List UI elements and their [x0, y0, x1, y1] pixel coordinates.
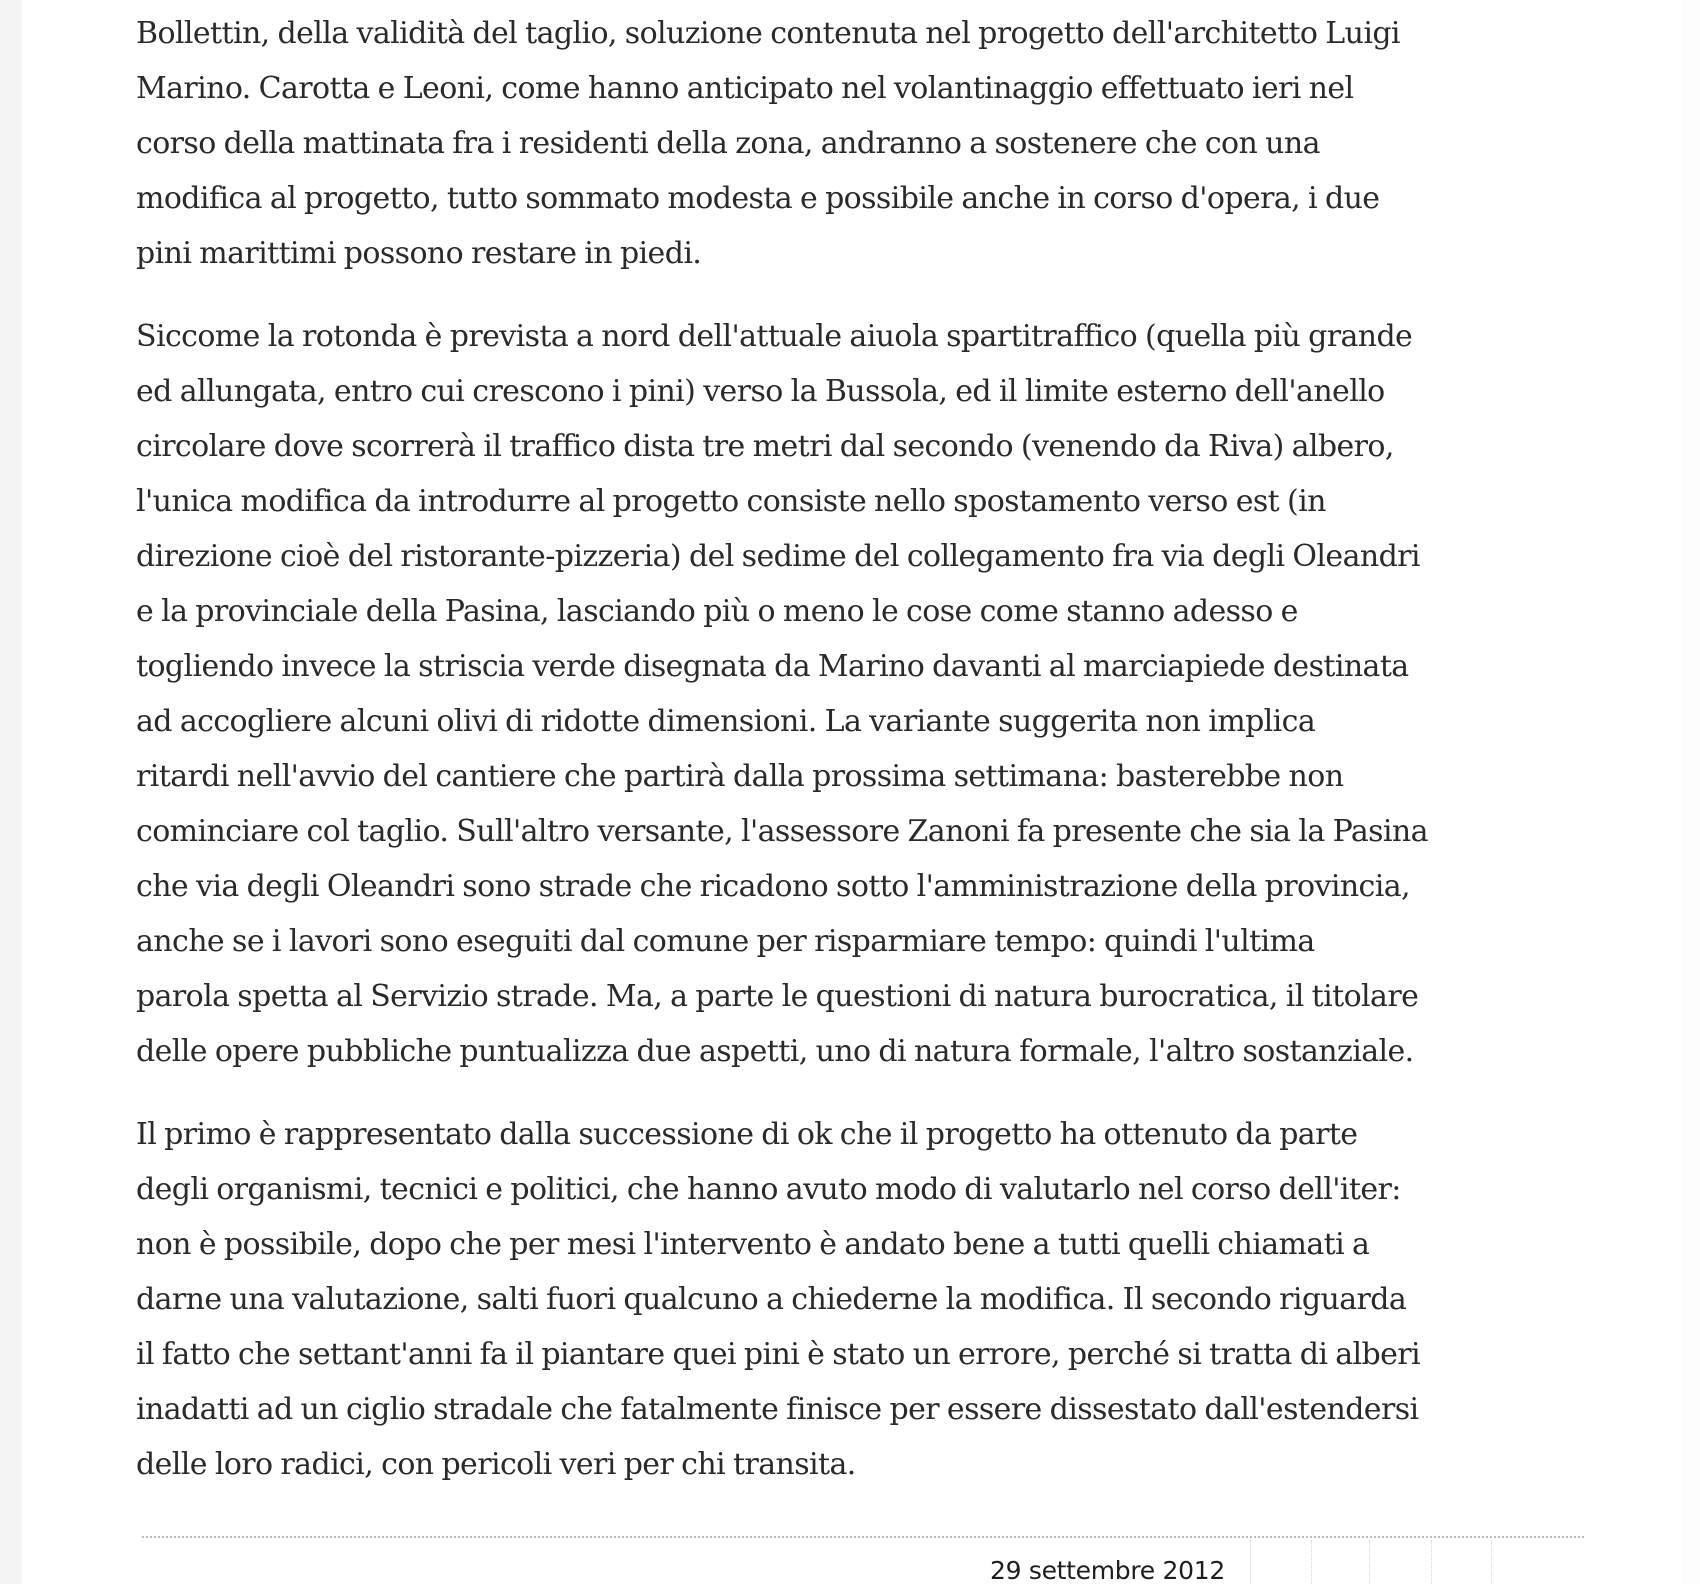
text-line: corso della mattinata fra i residenti della zona, andranno a sostenere che con una [136, 126, 1320, 161]
text-line: Marino. Carotta e Leoni, come hanno anticipato nel volantinaggio effettuato ieri nel [136, 71, 1354, 106]
text-line: inadatti ad un ciglio stradale che fatalmente finisce per essere dissestato dall'estendersi [136, 1392, 1419, 1427]
text-line: ed allungata, entro cui crescono i pini) verso la Bussola, ed il limite esterno dell'anello [136, 374, 1385, 409]
text-line: anche se i lavori sono eseguiti dal comune per risparmiare tempo: quindi l'ultima [136, 924, 1315, 959]
text-line: circolare dove scorrerà il traffico dista tre metri dal secondo (venendo da Riva) albero, [136, 429, 1394, 464]
text-line: Siccome la rotonda è prevista a nord dell'attuale aiuola spartitraffico (quella più grande [136, 319, 1413, 354]
text-line: parola spetta al Servizio strade. Ma, a parte le questioni di natura burocratica, il titolare [136, 979, 1419, 1014]
text-line: modifica al progetto, tutto sommato modesta e possibile anche in corso d'opera, i due [136, 181, 1380, 216]
text-line: Bollettin, della validità del taglio, soluzione contenuta nel progetto dell'architetto Luigi [136, 16, 1400, 51]
text-line: il fatto che settant'anni fa il piantare quei pini è stato un errore, perché si tratta di alberi [136, 1337, 1421, 1372]
text-line: direzione cioè del ristorante-pizzeria) del sedime del collegamento fra via degli Oleandri [136, 539, 1420, 574]
footer-grid-line [1250, 1540, 1251, 1584]
scan-margin [0, 0, 22, 1584]
text-line: ad accogliere alcuni olivi di ridotte dimensioni. La variante suggerita non implica [136, 704, 1316, 739]
text-line: delle opere pubbliche puntualizza due aspetti, uno di natura formale, l'altro sostanziale. [136, 1034, 1414, 1069]
article-body [136, 6, 1586, 1492]
paragraph-3 [136, 1107, 1586, 1492]
footer-grid-line [1369, 1540, 1370, 1584]
text-line: delle loro radici, con pericoli veri per chi transita. [136, 1447, 856, 1482]
footer-grid-line [1311, 1540, 1312, 1584]
footer-divider [142, 1536, 1584, 1538]
paragraph-2 [136, 309, 1586, 1079]
text-line: darne una valutazione, salti fuori qualcuno a chiederne la modifica. Il secondo riguarda [136, 1282, 1407, 1317]
footer-grid-line [1491, 1540, 1492, 1584]
text-line: degli organismi, tecnici e politici, che hanno avuto modo di valutarlo nel corso dell'iter: [136, 1172, 1401, 1207]
text-line: Il primo è rappresentato dalla successione di ok che il progetto ha ottenuto da parte [136, 1117, 1358, 1152]
paragraph-1 [136, 6, 1586, 281]
publication-date: 29 settembre 2012 [990, 1556, 1225, 1585]
text-line: l'unica modifica da introdurre al progetto consiste nello spostamento verso est (in [136, 484, 1326, 519]
text-line: togliendo invece la striscia verde disegnata da Marino davanti al marciapiede destinata [136, 649, 1409, 684]
text-line: e la provinciale della Pasina, lasciando più o meno le cose come stanno adesso e [136, 594, 1298, 629]
text-line: ritardi nell'avvio del cantiere che partirà dalla prossima settimana: basterebbe non [136, 759, 1344, 794]
text-line: non è possibile, dopo che per mesi l'intervento è andato bene a tutti quelli chiamati a [136, 1227, 1370, 1262]
text-line: pini marittimi possono restare in piedi. [136, 236, 702, 271]
text-line: che via degli Oleandri sono strade che ricadono sotto l'amministrazione della provincia, [136, 869, 1410, 904]
text-line: cominciare col taglio. Sull'altro versante, l'assessore Zanoni fa presente che sia la Pasina [136, 814, 1428, 849]
footer-grid-line [1431, 1540, 1432, 1584]
